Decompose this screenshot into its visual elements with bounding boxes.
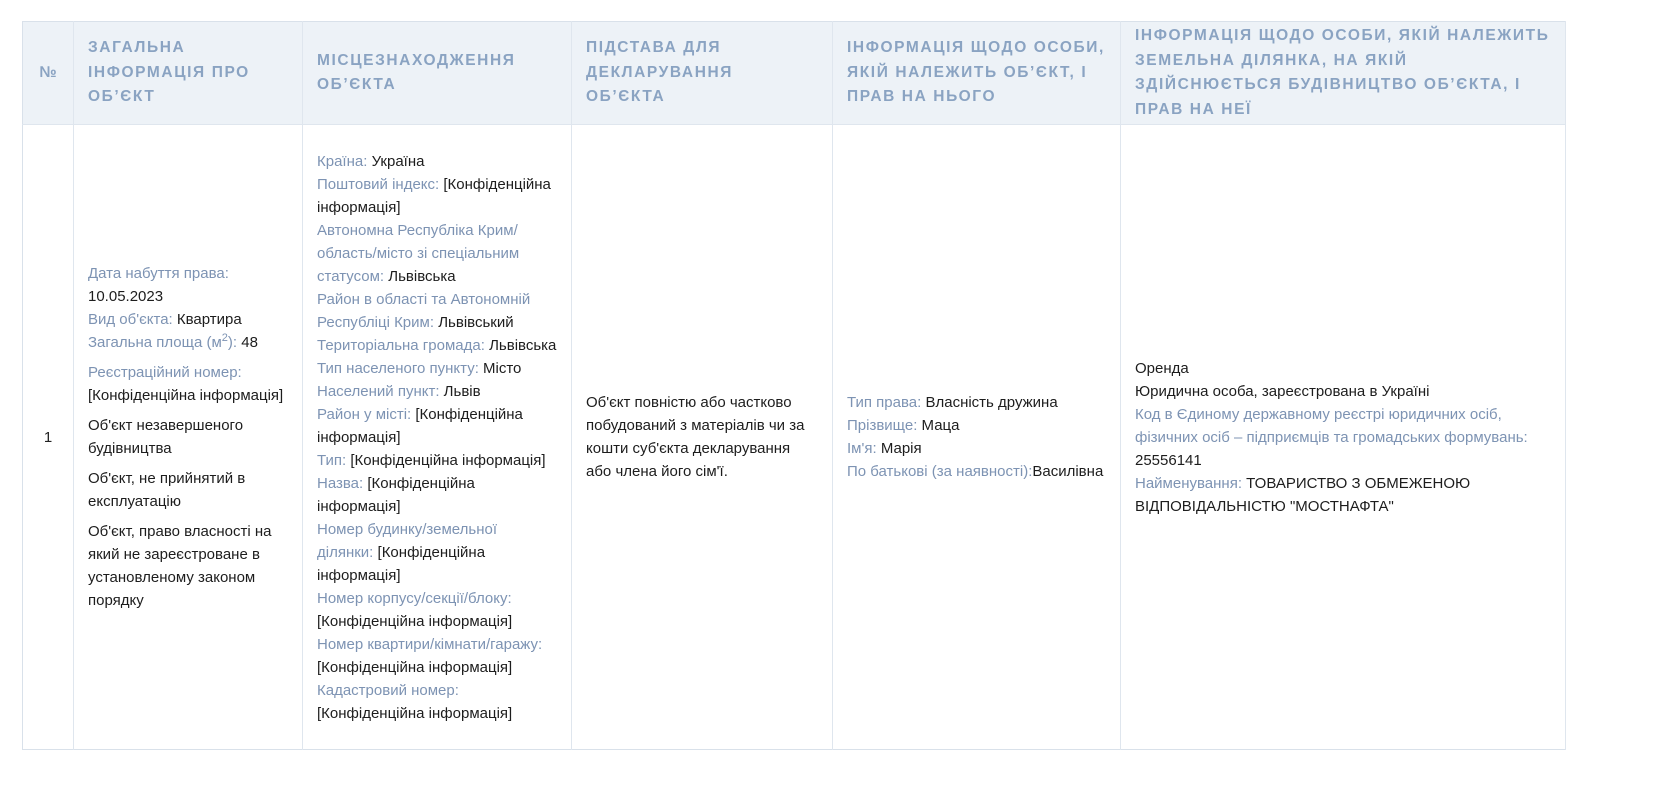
right-type-label: Тип права: [847, 394, 922, 411]
location-label: Кадастровий номер: [317, 681, 459, 699]
location-label: Номер корпусу/секції/блоку: [317, 589, 512, 607]
location-label: Район в області та Автономній Республіці Крим: [317, 290, 531, 331]
cell-general-info [74, 125, 303, 750]
location-item [317, 334, 557, 357]
status-note-unfinished: Об'єкт незавершеного будівництва [88, 417, 244, 457]
declaration-table-container [22, 21, 1565, 750]
cell-basis: Об'єкт повністю або частково побудований з матеріалів чи за кошти суб'єкта декларування або члена його сім'ї. [572, 125, 833, 750]
location-value: Львівська [388, 267, 456, 285]
location-item [317, 679, 557, 725]
company-name-label: Найменування: [1135, 474, 1242, 492]
location-value: [Конфіденційна інформація] [317, 474, 475, 515]
location-item [317, 150, 557, 173]
location-label: Територіальна громада: [317, 336, 485, 354]
header-basis: ПІДСТАВА ДЛЯ ДЕКЛАРУВАННЯ ОБ’ЄКТА [572, 22, 833, 125]
location-value: [Конфіденційна інформація] [317, 704, 513, 722]
land-right-type: Оренда [1135, 359, 1189, 377]
location-value: Україна [371, 152, 425, 170]
patronymic-label: По батькові (за наявності): [847, 463, 1033, 480]
first-name-label: Ім'я: [847, 440, 877, 457]
location-value: Львівська [489, 336, 557, 354]
registry-code-value: 25556141 [1135, 451, 1202, 469]
area-value: 48 [241, 334, 258, 351]
location-item [317, 518, 557, 587]
header-number: № [23, 22, 74, 125]
header-general-info: ЗАГАЛЬНА ІНФОРМАЦІЯ ПРО ОБ’ЄКТ [74, 22, 303, 125]
acquisition-date-value: 10.05.2023 [88, 288, 164, 305]
location-item [317, 449, 557, 472]
location-label: Тип: [317, 451, 347, 469]
cell-owner-info [833, 125, 1121, 750]
location-label: Населений пункт: [317, 382, 440, 400]
location-label: Тип населеного пункту: [317, 359, 479, 377]
status-note-not-accepted: Об'єкт, не прийнятий в експлуатацію [88, 470, 246, 510]
location-label: Країна: [317, 152, 368, 170]
cell-location [303, 125, 572, 750]
object-type-label: Вид об'єкта: [88, 311, 173, 328]
location-value: Львів [443, 382, 481, 400]
location-value: Львівський [438, 313, 514, 331]
right-type-value: Власність дружина [925, 394, 1058, 411]
location-item [317, 633, 557, 679]
location-label: Назва: [317, 474, 364, 492]
location-label: Район у місті: [317, 405, 412, 423]
location-label: Поштовий індекс: [317, 175, 440, 193]
real-estate-table [22, 21, 1566, 750]
patronymic-value: Василівна [1032, 463, 1104, 480]
table-header-row [23, 22, 1566, 125]
location-value: Місто [483, 359, 522, 377]
header-owner-info: ІНФОРМАЦІЯ ЩОДО ОСОБИ, ЯКІЙ НАЛЕЖИТЬ ОБ’ЄКТ, І ПРАВ НА НЬОГО [833, 22, 1121, 125]
location-value: [Конфіденційна інформація] [317, 658, 513, 676]
location-item [317, 380, 557, 403]
registry-code-label: Код в Єдиному державному реєстрі юридичних осіб, фізичних осіб – підприємців та громадських формувань: [1135, 405, 1528, 446]
table-row [23, 125, 1566, 750]
location-value: [Конфіденційна інформація] [317, 543, 486, 584]
object-type-value: Квартира [176, 311, 242, 328]
header-location: МІСЦЕЗНАХОДЖЕННЯ ОБ’ЄКТА [303, 22, 572, 125]
location-item [317, 472, 557, 518]
registration-number-value: [Конфіденційна інформація] [88, 387, 284, 404]
location-value: [Конфіденційна інформація] [350, 451, 546, 469]
area-label: Загальна площа $(м^2)$: [88, 332, 238, 351]
location-item [317, 173, 557, 219]
location-value: [Конфіденційна інформація] [317, 175, 551, 216]
location-item [317, 403, 557, 449]
location-label: Автономна Республіка Крим/ область/місто зі спеціальним статусом: [317, 221, 520, 285]
location-item [317, 587, 557, 633]
acquisition-date-label: Дата набуття права: [88, 265, 229, 282]
surname-label: Прізвище: [847, 417, 918, 434]
location-label: Номер квартири/кімнати/гаражу: [317, 635, 543, 653]
land-entity-type: Юридична особа, зареєстрована в Україні [1135, 382, 1430, 400]
location-item [317, 357, 557, 380]
registration-number-label: Реєстраційний номер: [88, 364, 242, 381]
location-label: Номер будинку/земельної ділянки: [317, 520, 497, 561]
location-value: [Конфіденційна інформація] [317, 612, 513, 630]
location-value: [Конфіденційна інформація] [317, 405, 523, 446]
cell-land-owner-info [1121, 125, 1566, 750]
status-note-not-registered: Об'єкт, право власності на який не зареєстроване в установленому законом порядку [88, 523, 272, 609]
location-item [317, 288, 557, 334]
surname-value: Маца [921, 417, 960, 434]
row-number: 1 [23, 125, 74, 750]
header-land-owner-info: ІНФОРМАЦІЯ ЩОДО ОСОБИ, ЯКІЙ НАЛЕЖИТЬ ЗЕМЕЛЬНА ДІЛЯНКА, НА ЯКІЙ ЗДІЙСНЮЄТЬСЯ БУДІВНИЦТВО ОБ’ЄКТА, І ПРАВ НА НЕЇ [1121, 22, 1566, 125]
first-name-value: Марія [880, 440, 922, 457]
company-name-value: ТОВАРИСТВО З ОБМЕЖЕНОЮ ВІДПОВІДАЛЬНІСТЮ "МОСТНАФТА" [1135, 474, 1471, 515]
location-item [317, 219, 557, 288]
